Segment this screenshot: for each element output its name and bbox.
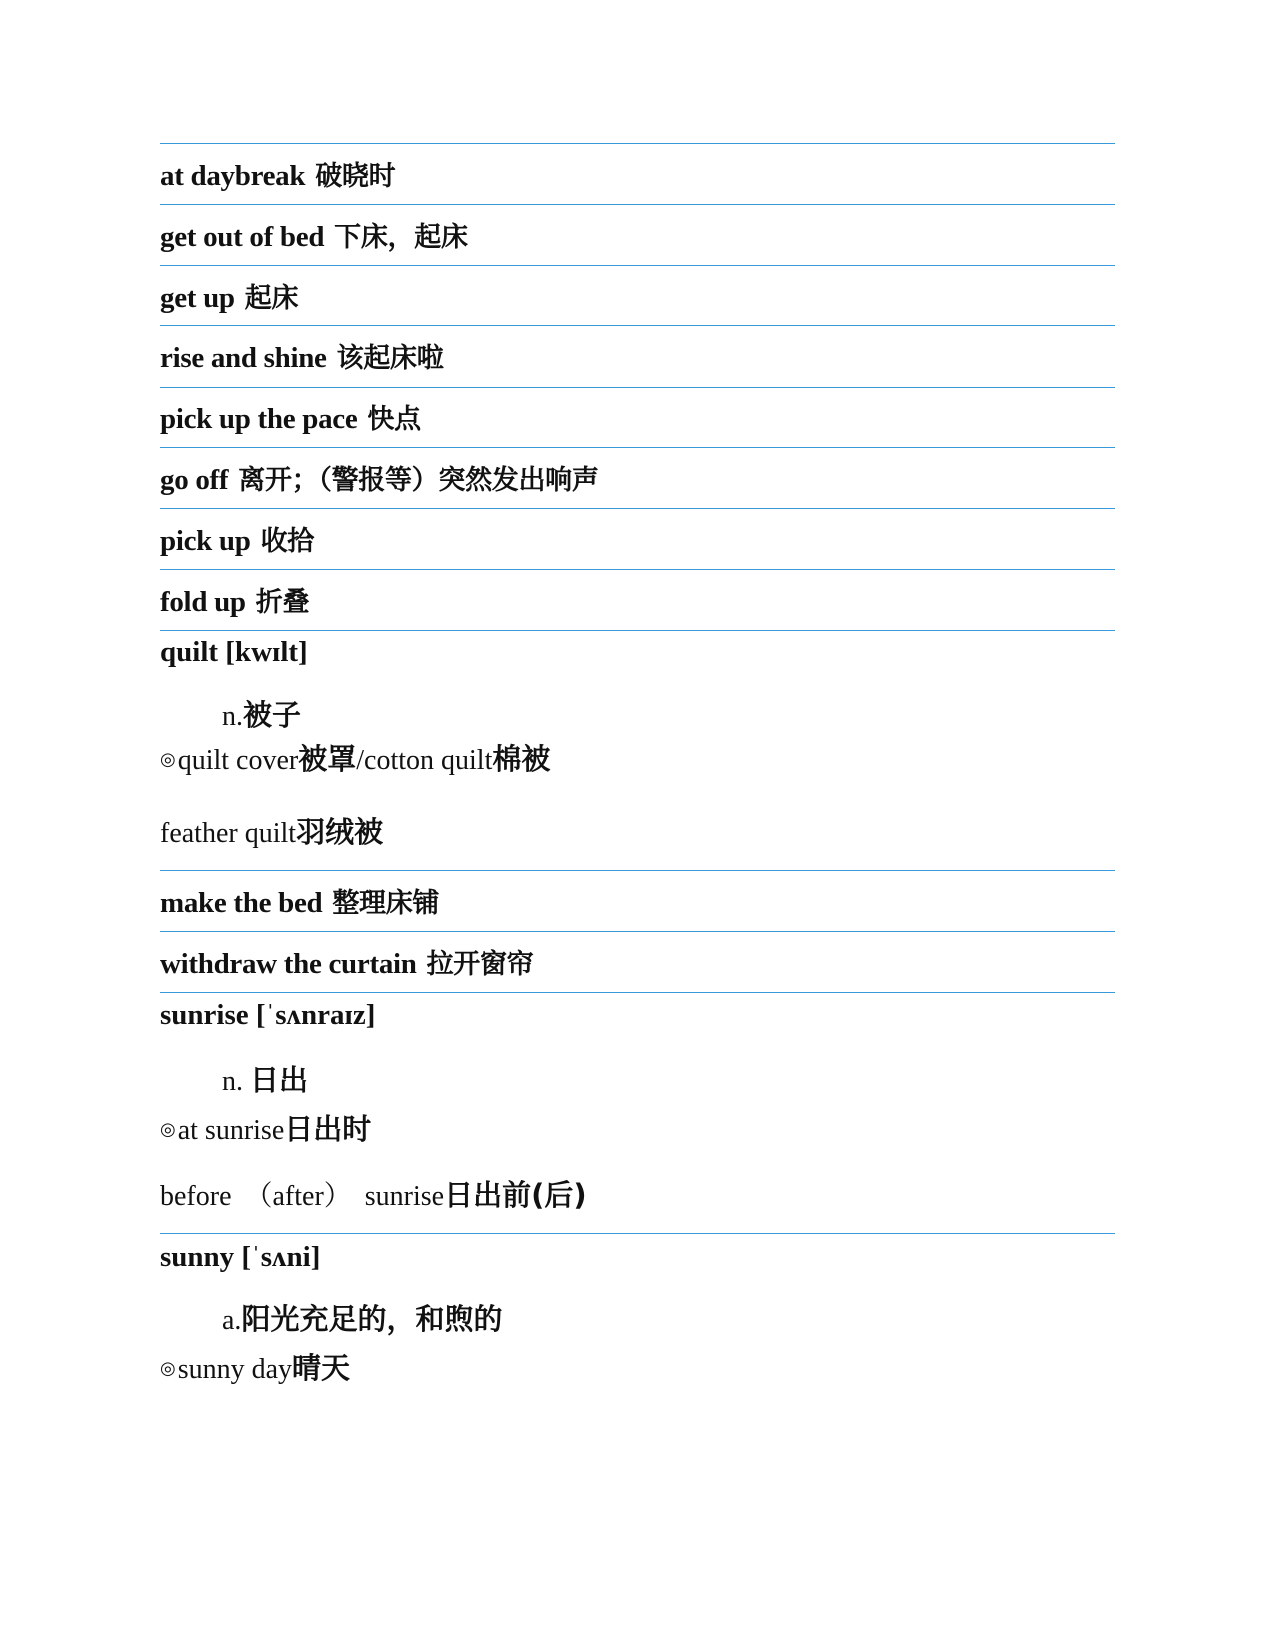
divider bbox=[160, 447, 1115, 448]
example-en: before （after） sunrise bbox=[160, 1181, 445, 1212]
phrase-en: go off bbox=[160, 464, 229, 496]
example-marker-icon: ◎ bbox=[160, 749, 176, 769]
part-of-speech: a. bbox=[222, 1305, 242, 1336]
divider bbox=[160, 992, 1115, 993]
phrase-cn: 收拾 bbox=[260, 526, 314, 557]
divider bbox=[160, 325, 1115, 326]
phrase-entry bbox=[160, 215, 468, 254]
divider bbox=[160, 569, 1115, 570]
divider bbox=[160, 265, 1115, 266]
phrase-en: rise and shine bbox=[160, 342, 327, 374]
example-en: /cotton quilt bbox=[356, 745, 493, 776]
phrase-cn: 下床，起床 bbox=[334, 222, 468, 253]
phrase-cn: 折叠 bbox=[255, 587, 310, 618]
example-en: feather quilt bbox=[160, 818, 297, 849]
example-quilt-2 bbox=[160, 810, 383, 851]
phrase-en: make the bed bbox=[160, 887, 323, 919]
example-sunrise-2 bbox=[160, 1173, 587, 1214]
meaning: 阳光充足的，和煦的 bbox=[241, 1302, 503, 1336]
example-en: sunny day bbox=[177, 1354, 293, 1385]
divider bbox=[160, 870, 1115, 871]
phrase-entry bbox=[160, 458, 599, 497]
phrase-entry bbox=[160, 942, 533, 981]
meaning: 日出 bbox=[250, 1063, 309, 1097]
phrase-entry bbox=[160, 154, 395, 193]
example-cn: 棉被 bbox=[492, 742, 551, 776]
part-of-speech: n. bbox=[222, 701, 243, 732]
phrase-cn: 拉开窗帘 bbox=[426, 949, 534, 980]
example-cn: 晴天 bbox=[292, 1351, 351, 1385]
phrase-cn: 破晓时 bbox=[315, 161, 396, 192]
meaning: 被子 bbox=[243, 698, 302, 732]
example-cn: 被罩 bbox=[298, 742, 357, 776]
example-en: quilt cover bbox=[177, 745, 299, 776]
phrase-en: at daybreak bbox=[160, 160, 306, 192]
phrase-entry bbox=[160, 881, 439, 920]
example-sunrise-1 bbox=[160, 1107, 371, 1148]
phrase-entry bbox=[160, 397, 421, 436]
divider bbox=[160, 387, 1115, 388]
definition-sunny bbox=[222, 1297, 502, 1338]
phrase-en: fold up bbox=[160, 586, 246, 618]
divider bbox=[160, 143, 1115, 144]
example-cn: 日出时 bbox=[284, 1112, 372, 1146]
phrase-en: withdraw the curtain bbox=[160, 948, 417, 980]
phrase-entry bbox=[160, 580, 309, 619]
example-sunny-1 bbox=[160, 1346, 350, 1387]
divider bbox=[160, 931, 1115, 932]
phrase-en: get out of bed bbox=[160, 221, 325, 253]
definition-sunrise bbox=[222, 1058, 308, 1099]
phrase-cn: 整理床铺 bbox=[332, 888, 440, 919]
example-cn: 日出前(后) bbox=[444, 1178, 587, 1212]
phrase-cn: 该起床啦 bbox=[336, 343, 444, 374]
definition-quilt bbox=[222, 693, 301, 734]
divider bbox=[160, 508, 1115, 509]
phrase-cn: 快点 bbox=[367, 404, 421, 435]
example-marker-icon: ◎ bbox=[160, 1358, 176, 1378]
example-quilt-1 bbox=[160, 737, 550, 778]
divider bbox=[160, 630, 1115, 631]
headword-sunny: sunny [ˈsʌni] bbox=[160, 1241, 321, 1273]
phrase-cn: 起床 bbox=[244, 283, 299, 314]
part-of-speech: n. bbox=[222, 1066, 243, 1097]
headword-quilt: quilt [kwɪlt] bbox=[160, 636, 308, 668]
headword-sunrise: sunrise [ˈsʌnraɪz] bbox=[160, 999, 376, 1031]
phrase-cn: 离开；（警报等）突然发出响声 bbox=[238, 465, 599, 496]
phrase-en: get up bbox=[160, 282, 235, 314]
example-marker-icon: ◎ bbox=[160, 1119, 176, 1139]
phrase-entry bbox=[160, 276, 298, 315]
example-cn: 羽绒被 bbox=[296, 815, 384, 849]
divider bbox=[160, 1233, 1115, 1234]
phrase-entry bbox=[160, 336, 443, 375]
phrase-en: pick up bbox=[160, 525, 251, 557]
phrase-en: pick up the pace bbox=[160, 403, 358, 435]
phrase-entry bbox=[160, 519, 314, 558]
example-en: at sunrise bbox=[177, 1115, 285, 1146]
divider bbox=[160, 204, 1115, 205]
